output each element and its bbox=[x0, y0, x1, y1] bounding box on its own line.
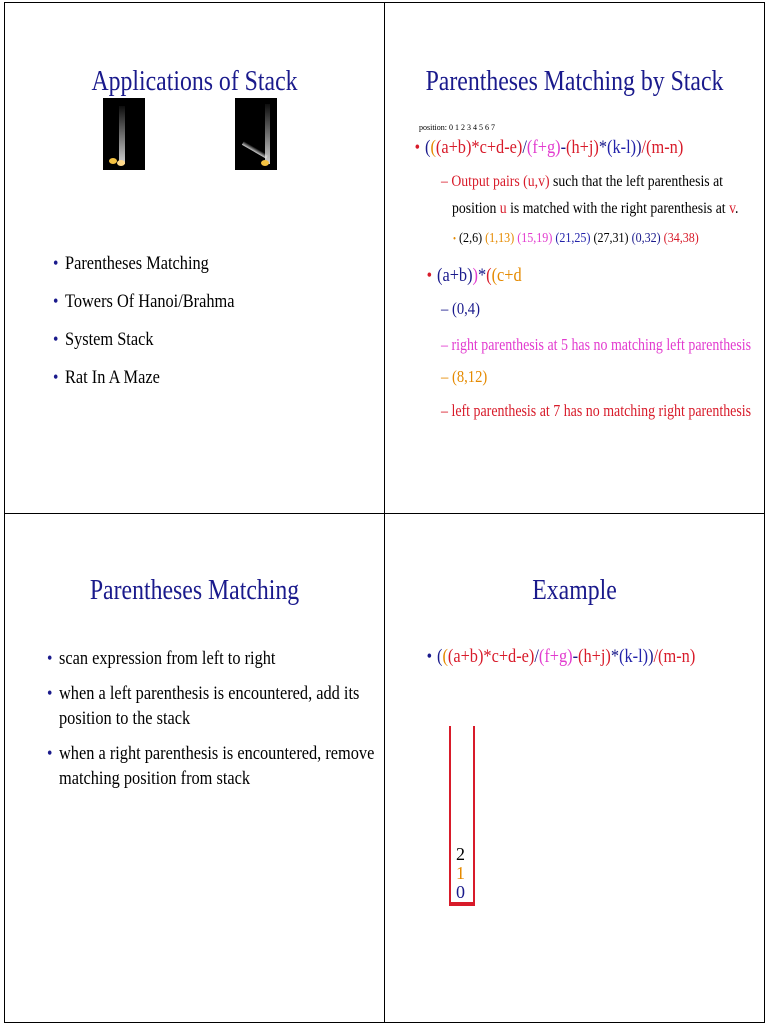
pairs-list: • (2,6) (1,13) (15,19) (21,25) (27,31) (0,32) (34,38) bbox=[453, 231, 699, 246]
slide-title: Applications of Stack bbox=[91, 65, 298, 97]
list-item: • scan expression from left to right bbox=[46, 648, 276, 669]
stack-item: 2 bbox=[456, 844, 465, 864]
bullet-icon: • bbox=[46, 683, 53, 703]
candle-image-right bbox=[235, 98, 277, 170]
list-item: • when a right parenthesis is encountered, remove bbox=[46, 743, 375, 764]
list-item: • System Stack bbox=[52, 329, 154, 350]
list-item: • when a left parenthesis is encountered, add its bbox=[46, 683, 360, 704]
list-item: matching position from stack bbox=[59, 768, 251, 789]
expression-1: • (((a+b)*c+d-e)/(f+g)-(h+j)*(k-l))/(m-n) bbox=[414, 137, 684, 158]
list-item: • Towers Of Hanoi/Brahma bbox=[52, 291, 235, 312]
candle-image-left bbox=[103, 98, 145, 170]
slide-title: Parentheses Matching bbox=[89, 574, 300, 606]
sub-item-2: – right parenthesis at 5 has no matching left parenthesis bbox=[441, 335, 752, 354]
bullet-icon: • bbox=[426, 646, 433, 666]
list-item: • Rat In A Maze bbox=[52, 367, 160, 388]
bullet-icon: • bbox=[414, 137, 421, 157]
list-item: position to the stack bbox=[59, 708, 191, 729]
bullet-icon: • bbox=[426, 265, 433, 285]
bullet-list bbox=[52, 251, 262, 403]
stack-item: 1 bbox=[456, 863, 465, 883]
bullet-icon: • bbox=[52, 291, 59, 311]
bullet-icon: • bbox=[453, 234, 457, 245]
bullet-icon: • bbox=[52, 253, 59, 273]
sub-item-4: – left parenthesis at 7 has no matching right parenthesis bbox=[441, 401, 752, 420]
bullet-list bbox=[46, 646, 385, 799]
slide-parentheses-matching bbox=[4, 513, 385, 1023]
bullet-icon: • bbox=[46, 743, 53, 763]
slide-parentheses-matching-by-stack bbox=[384, 2, 765, 514]
sub-item-1: – (0,4) bbox=[441, 299, 480, 318]
sub-item-3: – (8,12) bbox=[441, 367, 488, 386]
bullet-icon: • bbox=[52, 329, 59, 349]
bullet-icon: • bbox=[46, 648, 53, 668]
slide-example bbox=[384, 513, 765, 1023]
slide-title: Example bbox=[532, 574, 617, 606]
bullet-icon: • bbox=[52, 367, 59, 387]
list-item: • Parentheses Matching bbox=[52, 253, 209, 274]
slide-applications-of-stack bbox=[4, 2, 385, 514]
output-description-2: position u is matched with the right parenthesis at v. bbox=[452, 200, 739, 217]
output-description: – Output pairs (u,v) such that the left parenthesis at bbox=[441, 173, 724, 190]
position-label: position: 0 1 2 3 4 5 6 7 bbox=[419, 123, 496, 132]
example-expression: • (((a+b)*c+d-e)/(f+g)-(h+j)*(k-l))/(m-n) bbox=[426, 646, 696, 667]
stack-item: 0 bbox=[456, 882, 465, 902]
slide-title: Parentheses Matching by Stack bbox=[425, 65, 724, 97]
expression-2: • (a+b))*((c+d bbox=[426, 265, 522, 286]
